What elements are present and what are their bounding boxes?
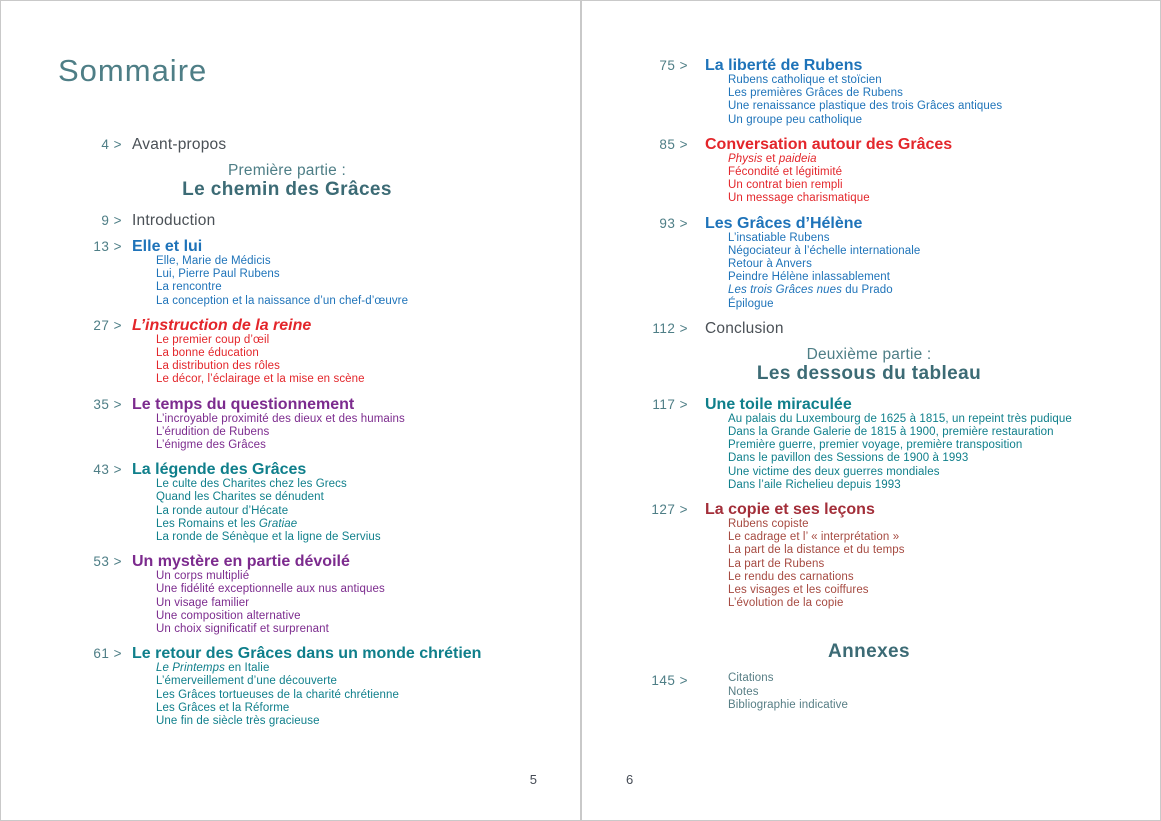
text-segment: Une composition alternative (156, 609, 301, 622)
entry-page-ref: 127 > (651, 502, 688, 518)
entry-subitem (728, 686, 1148, 699)
entry-subitem (728, 74, 1148, 87)
text-segment: La part de Rubens (728, 557, 825, 570)
text-segment: Retour à Anvers (728, 258, 812, 271)
text-segment: La ronde autour d’Hécate (156, 504, 289, 517)
entry-content (132, 396, 560, 453)
entry-subitem (156, 478, 560, 491)
text-segment: du Prado (841, 284, 893, 297)
entry-page-ref: 61 > (93, 646, 122, 662)
text-segment: Fécondité et légitimité (728, 166, 843, 179)
entry-subitem (728, 584, 1148, 597)
text-segment: La liberté de Rubens (705, 57, 863, 74)
entry-subitem (728, 153, 1148, 166)
entry-content (705, 501, 1148, 610)
entry-subitem (728, 232, 1148, 245)
entry-content (132, 136, 560, 153)
entry-subitem (156, 702, 560, 715)
entry-content (132, 553, 560, 636)
text-segment: Introduction (132, 212, 216, 229)
entry-subitem (156, 610, 560, 623)
entry-subitem (728, 426, 1148, 439)
entry-subitem (156, 689, 560, 702)
text-segment: Un mystère en partie dévoilé (132, 553, 350, 571)
entry-subitem (728, 298, 1148, 311)
text-segment: Avant-propos (132, 136, 227, 153)
toc-entry (616, 672, 1148, 712)
entry-subitem (728, 558, 1148, 571)
text-segment: Première guerre, premier voyage, première transposition (728, 439, 1023, 452)
entry-title (705, 396, 1148, 413)
entry-subitem (156, 295, 560, 308)
text-segment: Conclusion (705, 319, 784, 337)
entry-content (132, 461, 560, 544)
text-segment: L’instruction de la reine (132, 316, 312, 334)
toc-entry (50, 553, 560, 636)
entry-page-ref: 85 > (659, 136, 688, 152)
part-title: Le chemin des Grâces (182, 179, 392, 200)
text-segment: Notes (728, 685, 759, 698)
text-segment: Elle, Marie de Médicis (156, 255, 271, 267)
text-segment: Les Grâces tortueuses de la charité chrétienne (156, 688, 400, 701)
entry-subitem (728, 597, 1148, 610)
part-label: Deuxième partie : (806, 345, 932, 363)
entry-page-ref: 75 > (659, 58, 688, 73)
entry-content (132, 212, 560, 229)
text-segment: Dans l’aile Richelieu depuis 1993 (728, 478, 901, 491)
entry-subitem (156, 360, 560, 373)
entry-title (132, 317, 560, 334)
entry-subitem (728, 531, 1148, 544)
entry-subitem (156, 281, 560, 294)
entry-title (132, 645, 560, 662)
toc-entry (616, 396, 1148, 492)
part-title: Les dessous du tableau (756, 362, 982, 384)
entry-subitem (156, 518, 560, 531)
entry-title (132, 461, 560, 478)
entry-page-ref: 13 > (93, 239, 122, 254)
entry-subitem (728, 87, 1148, 100)
entry-subitem (728, 245, 1148, 258)
entry-subitem (156, 715, 560, 728)
entry-page-ref: 112 > (652, 320, 688, 336)
text-segment: L’émerveillement d’une découverte (156, 675, 338, 688)
text-segment: Peindre Hélène inlassablement (728, 271, 891, 284)
text-segment: Conversation autour des Grâces (705, 135, 953, 153)
right-toc-blocks (616, 57, 1161, 712)
entry-page-ref: 4 > (101, 137, 122, 152)
text-segment: Un visage familier (156, 596, 250, 609)
toc-entry (50, 212, 560, 229)
text-segment: paideia (778, 152, 817, 165)
text-segment: La conception et la naissance d’un chef-d’œuvre (156, 294, 409, 307)
entry-subitem (156, 334, 560, 347)
entry-subitem (156, 675, 560, 688)
toc-entry (616, 57, 1148, 127)
entry-page-ref: 93 > (659, 215, 688, 231)
entry-subitem (156, 531, 560, 544)
entry-subitem (156, 255, 560, 268)
page-right (582, 1, 1161, 820)
toc-entry (50, 238, 560, 308)
text-segment: et (762, 152, 779, 165)
entry-content (132, 645, 560, 728)
entry-subitem (728, 179, 1148, 192)
text-segment: Le culte des Charites chez les Grecs (156, 478, 347, 491)
entry-subitem (156, 439, 560, 452)
right-page-number: 6 (626, 772, 634, 787)
part-heading (50, 162, 560, 200)
toc-entry (616, 501, 1148, 610)
entry-content (705, 136, 1148, 206)
text-segment: en Italie (224, 662, 270, 675)
entry-title (132, 136, 560, 153)
entry-title (705, 215, 1148, 232)
page-left (1, 1, 580, 820)
entry-subitem (156, 597, 560, 610)
text-segment: La rencontre (156, 281, 222, 294)
entry-subitem (728, 100, 1148, 113)
text-segment: Elle et lui (132, 238, 203, 255)
entry-title (705, 501, 1148, 518)
entry-subitem (728, 192, 1148, 205)
text-segment: Une fidélité exceptionnelle aux nus antiques (156, 583, 385, 596)
page-title: Sommaire (58, 53, 208, 88)
entry-subitem (156, 268, 560, 281)
text-segment: Une fin de siècle très gracieuse (156, 715, 320, 728)
entry-subitem (728, 452, 1148, 465)
entry-subitem (728, 699, 1148, 712)
text-segment: Les visages et les coiffures (728, 584, 869, 597)
entry-subitem (156, 662, 560, 675)
text-segment: Les Grâces et la Réforme (156, 701, 290, 714)
entry-title (132, 553, 560, 570)
toc-entry (616, 136, 1148, 206)
text-segment: Citations (728, 672, 774, 685)
entry-content (132, 317, 560, 387)
text-segment: Le rendu des carnations (728, 570, 854, 583)
entry-content (705, 57, 1148, 127)
text-segment: Physis (728, 152, 763, 165)
entry-subitem (728, 271, 1148, 284)
text-segment: Rubens catholique et stoïcien (728, 74, 882, 86)
entry-subitem (728, 672, 1148, 685)
text-segment: Un corps multiplié (156, 570, 250, 583)
entry-subitem (156, 426, 560, 439)
text-segment: Le retour des Grâces dans un monde chrétien (132, 645, 482, 663)
toc-entry (50, 136, 560, 153)
toc-entry (50, 396, 560, 453)
toc-entry (50, 645, 560, 728)
entry-content (705, 320, 1148, 337)
entry-subitem (728, 518, 1148, 531)
toc-entry (50, 317, 560, 387)
text-segment: La légende des Grâces (132, 461, 307, 479)
text-segment: Les trois Grâces nues (728, 284, 842, 297)
entry-title (705, 57, 1148, 74)
entry-page-ref: 53 > (93, 554, 122, 570)
entry-page-ref: 9 > (101, 213, 122, 228)
text-segment: La part de la distance et du temps (728, 544, 905, 557)
toc-entry (50, 461, 560, 544)
text-segment: Dans le pavillon des Sessions de 1900 à 1993 (728, 452, 969, 465)
text-segment: La copie et ses leçons (705, 501, 875, 519)
text-segment: Un contrat bien rempli (728, 179, 843, 192)
text-segment: Gratiae (258, 517, 298, 530)
text-segment: Un groupe peu catholique (728, 113, 863, 126)
entry-subitem (156, 347, 560, 360)
entry-subitem (728, 284, 1148, 297)
text-segment: Les premières Grâces de Rubens (728, 87, 903, 100)
entry-subitem (728, 466, 1148, 479)
text-segment: Quand les Charites se dénudent (156, 491, 324, 504)
entry-content (132, 238, 560, 308)
entry-content (705, 215, 1148, 311)
part-heading (616, 641, 1148, 662)
text-segment: Le décor, l’éclairage et la mise en scène (156, 373, 365, 386)
text-segment: Un choix significatif et surprenant (156, 623, 329, 636)
entry-page-ref: 117 > (652, 396, 688, 412)
toc-entry (616, 215, 1148, 311)
entry-subitem (156, 623, 560, 636)
text-segment: L’insatiable Rubens (728, 231, 830, 244)
part-heading (616, 346, 1148, 384)
entry-subitem (728, 258, 1148, 271)
text-segment: Lui, Pierre Paul Rubens (156, 268, 280, 281)
entry-page-ref: 35 > (93, 396, 122, 412)
entry-subitem (728, 439, 1148, 452)
left-toc-blocks (50, 136, 580, 728)
text-segment: Les Romains et les (156, 517, 259, 530)
text-segment: La distribution des rôles (156, 360, 280, 373)
text-segment: L’incroyable proximité des dieux et des humains (156, 412, 405, 425)
text-segment: Le temps du questionnement (132, 395, 355, 413)
part-label: Première partie : (228, 162, 346, 179)
left-page-number: 5 (529, 772, 537, 787)
entry-title (132, 238, 560, 255)
entry-subitem (728, 413, 1148, 426)
text-segment: Le Printemps (156, 662, 225, 675)
text-segment: Une victime des deux guerres mondiales (728, 465, 940, 478)
entry-title (705, 136, 1148, 153)
entry-subitem (156, 413, 560, 426)
text-segment: Au palais du Luxembourg de 1625 à 1815, un repeint très pudique (728, 412, 1072, 425)
text-segment: L’énigme des Grâces (156, 439, 266, 452)
toc-entry (616, 320, 1148, 337)
text-segment: Rubens copiste (728, 518, 809, 531)
entry-page-ref: 43 > (93, 462, 122, 478)
text-segment: Bibliographie indicative (728, 698, 849, 711)
entry-subitem (156, 491, 560, 504)
text-segment: L’évolution de la copie (728, 597, 844, 610)
text-segment: Les Grâces d’Hélène (705, 214, 863, 232)
text-segment: La ronde de Sénèque et la ligne de Servius (156, 531, 381, 544)
text-segment: Une renaissance plastique des trois Grâces antiques (728, 100, 1003, 113)
text-segment: Négociateur à l’échelle internationale (728, 244, 921, 257)
entry-content (705, 396, 1148, 492)
entry-content (705, 672, 1148, 712)
entry-page-ref: 27 > (93, 317, 122, 333)
text-segment: Un message charismatique (728, 192, 870, 205)
entry-subitem (156, 570, 560, 583)
text-segment: Dans la Grande Galerie de 1815 à 1900, première restauration (728, 426, 1054, 439)
text-segment: Une toile miraculée (705, 395, 852, 413)
entry-title (132, 212, 560, 229)
entry-title (132, 396, 560, 413)
text-segment: La bonne éducation (156, 347, 259, 360)
entry-page-ref: 145 > (651, 673, 688, 689)
entry-subitem (728, 571, 1148, 584)
entry-subitem (728, 479, 1148, 492)
text-segment: Épilogue (728, 297, 774, 310)
text-segment: Le premier coup d’œil (156, 333, 270, 346)
entry-subitem (156, 505, 560, 518)
text-segment: Le cadrage et l’ « interprétation » (728, 531, 900, 544)
entry-subitem (156, 583, 560, 596)
entry-subitem (728, 166, 1148, 179)
text-segment: L’érudition de Rubens (156, 425, 270, 438)
entry-subitem (728, 544, 1148, 557)
entry-subitem (728, 114, 1148, 127)
part-title: Annexes (827, 641, 910, 663)
entry-title (705, 320, 1148, 337)
entry-subitem (156, 373, 560, 386)
